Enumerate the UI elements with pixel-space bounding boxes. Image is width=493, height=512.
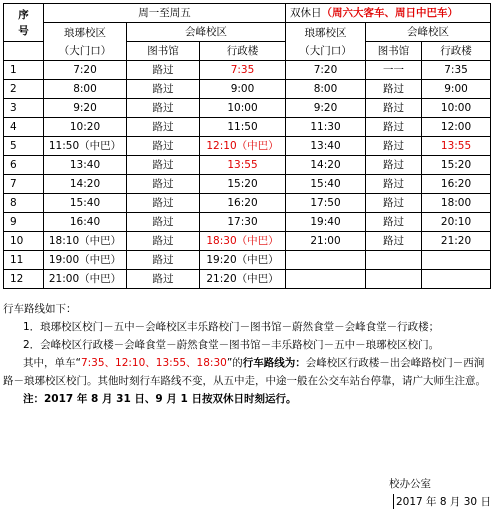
notes-title: 行车路线如下： — [3, 303, 77, 315]
weekend-header — [286, 4, 491, 23]
special-route: 其中，单车“7:35、12:10、13:55、18:30”的行车路线为：会峰校区行政楼－出会峰路校门－西涧路－琅琊校区校门。其他时刻行车路线不变，从五中走，中途一般在公交车站台停靠，请广大师生注意。 — [3, 357, 486, 387]
weekend-label: 双休日 — [290, 7, 322, 19]
weekday-langya-header: 琅琊校区 （大门口） — [44, 23, 127, 61]
route-1: 1．琅琊校区校门－五中－会峰校区丰乐路校门－图书馆－蔚然食堂－会峰食堂－行政楼； — [23, 321, 440, 333]
table-row: 2 8:00 路过 9:00 8:00 路过 9:00 — [4, 80, 491, 99]
special-times: 7:35、12:10、13:55、18:30 — [80, 357, 227, 369]
weekday-huifeng-header: 会峰校区 — [127, 23, 286, 42]
table-row: 11 19:00（中巴） 路过 19:20（中巴） — [4, 251, 491, 270]
weekend-huifeng-header: 会峰校区 — [366, 23, 491, 42]
table-row: 6 13:40 路过 13:55 14:20 路过 15:20 — [4, 156, 491, 175]
bus-schedule-table — [3, 3, 491, 289]
weekday-admin-header: 行政楼 — [200, 42, 286, 61]
weekend-vehicle-note: （周六大客车、周日中巴车） — [321, 7, 459, 19]
table-row: 9 16:40 路过 17:30 19:40 路过 20:10 — [4, 213, 491, 232]
seq-header-spacer — [4, 42, 44, 61]
table-row: 5 11:50（中巴） 路过 12:10（中巴） 13:40 路过 13:55 — [4, 137, 491, 156]
route-notes — [3, 300, 490, 408]
table-row: 3 9:20 路过 10:00 9:20 路过 10:00 — [4, 99, 491, 118]
issue-date: 2017 年 8 月 30 日 — [393, 494, 491, 509]
table-row: 8 15:40 路过 16:20 17:50 路过 18:00 — [4, 194, 491, 213]
table-row: 10 18:10（中巴） 路过 18:30（中巴） 21:00 路过 21:20 — [4, 232, 491, 251]
date-note: 注：2017 年 8 月 31 日、9 月 1 日按双休日时刻运行。 — [23, 393, 297, 405]
weekend-library-header: 图书馆 — [366, 42, 422, 61]
table-row: 12 21:00（中巴） 路过 21:20（中巴） — [4, 270, 491, 289]
weekend-langya-header: 琅琊校区 （大门口） — [286, 23, 366, 61]
route-2: 2．会峰校区行政楼－会峰食堂－蔚然食堂－图书馆－丰乐路校门－五中－琅琊校区校门。 — [23, 339, 440, 351]
issuing-office: 校办公室 — [389, 478, 431, 490]
weekday-library-header: 图书馆 — [127, 42, 200, 61]
weekday-header: 周一至周五 — [44, 4, 286, 23]
table-row: 4 10:20 路过 11:50 11:30 路过 12:00 — [4, 118, 491, 137]
table-row: 1 7:20 路过 7:35 7:20 一一 7:35 — [4, 61, 491, 80]
table-row: 7 14:20 路过 15:20 15:40 路过 16:20 — [4, 175, 491, 194]
weekend-admin-header: 行政楼 — [422, 42, 491, 61]
seq-header: 序 号 — [4, 4, 44, 42]
